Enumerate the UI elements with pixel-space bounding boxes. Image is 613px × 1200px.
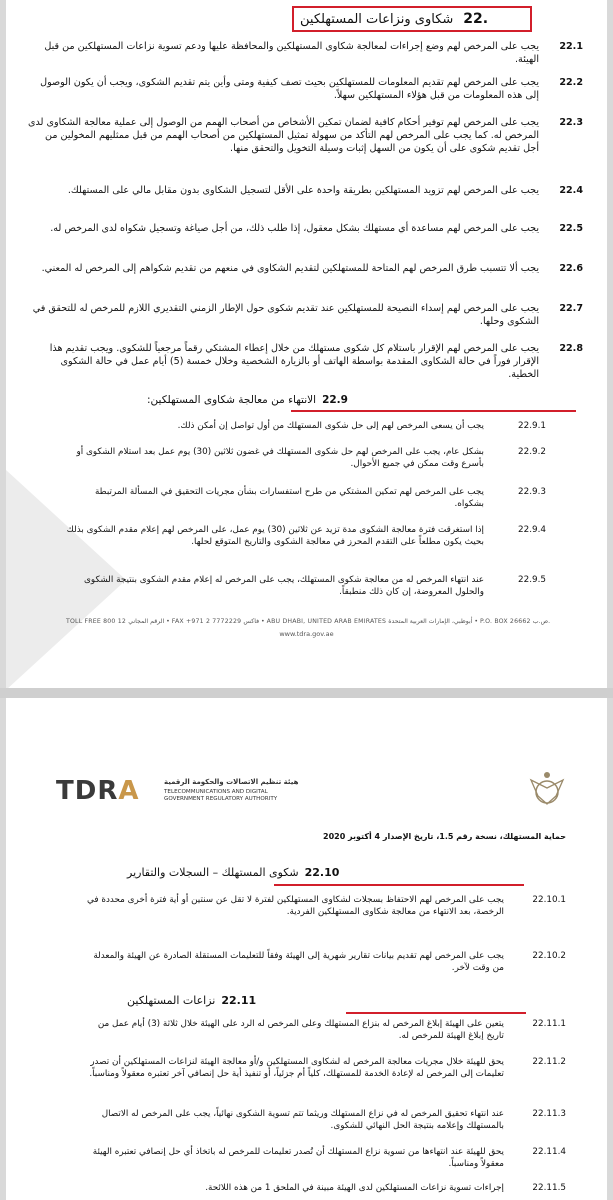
section-number: 22. bbox=[463, 11, 489, 27]
section-underline bbox=[274, 884, 524, 886]
sub-item: 22.9.4 إذا استغرقت فترة معالجة الشكوى مدة تزيد عن ثلاثين (30) يوم عمل، على المرخص لهم إعلام مقدم الشكوى بذلك بحيث يكون مطلعاً على التقدم المحرز في معالجة الشكوى والتاريخ المتوقع لحلها. bbox=[66, 525, 546, 547]
sub-item: 22.11.3 عند انتهاء تحقيق المرخص له في نزاع المستهلك وريثما تتم تسوية الشكوى نهائياً، يجب على المرخص له الاتصال بالمستهلك وإعلامه بنتيجة الحل النهائي للشكوى. bbox=[101, 1109, 566, 1131]
section-22-title-box bbox=[292, 6, 532, 32]
section-22-10-heading: 22.10 شكوى المستهلك – السجلات والتقارير bbox=[127, 866, 340, 879]
sub-item: 22.10.2 يجب على المرخص لهم تقديم بيانات تقارير شهرية إلى الهيئة وفقاً للتعليمات المستقلة الصادرة عن الهيئة والمعدلة من وقت لآخر. bbox=[93, 951, 566, 973]
section-underline bbox=[346, 1012, 526, 1014]
subsection-22-9-heading: 22.9 الانتهاء من معالجة شكاوى المستهلكين: bbox=[147, 394, 348, 406]
sub-item: 22.10.1 يجب على المرخص لهم الاحتفاظ بسجلات لشكاوى المستهلكين لفترة لا تقل عن سنتين أو أية فترة أخرى محددة في الرخصة، بعد الانتهاء من معالجة شكاوى المستهلكين الفردية. bbox=[87, 895, 566, 917]
logo-arabic-name: هيئة تنظيم الاتصالات والحكومة الرقمية bbox=[164, 778, 299, 786]
tdra-logo: TDRA bbox=[56, 776, 140, 806]
document-version-line: حماية المستهلك، نسخة رقم 1.5، تاريخ الإصدار 4 أكتوبر 2020 bbox=[323, 832, 566, 841]
document-page-2 bbox=[6, 698, 607, 1200]
subsection-underline bbox=[291, 410, 576, 412]
paragraph: 22.2 يجب على المرخص لهم تقديم المعلومات للمستهلكين بحيث تصف كيفية ومتى وأين يتم تقديم الشكوى، ويجب أن يكون الوصول إلى هذه المعلومات من قبل هؤلاء المستهلكين سهلاً. bbox=[40, 77, 583, 101]
sub-item: 22.11.4 يحق للهيئة عند انتهاءها من تسوية نزاع المستهلك أن تُصدر تعليمات للمرخص له باتخاذ أي حل إنصافي تعتبره الهيئة معقولاً ومناسباً. bbox=[92, 1147, 566, 1169]
sub-item: 22.9.3 يجب على المرخص لهم تمكين المشتكي من طرح استفسارات بشأن مجريات التحقيق في المسألة المرتبطة بشكواه. bbox=[94, 487, 546, 509]
footer-contact: TOLL FREE 800 12 الرقم المجاني • FAX +971 2 7772229 فاكس • ABU DHABI, UNITED ARAB EMIRATES أبوظبي، الإمارات العربية المتحدة • P.O. BOX 26662 ص.ب. bbox=[66, 618, 551, 625]
sub-item: 22.11.1 يتعين على الهيئة إبلاغ المرخص له بنزاع المستهلك وعلى المرخص له الرد على الهيئة خلال ثلاثة (3) أيام عمل من تاريخ إبلاغ الهيئة للمرخص له. bbox=[97, 1019, 566, 1041]
sub-item: 22.11.2 يحق للهيئة خلال مجريات معالجة المرخص له لشكاوى المستهلكين و/أو معالجة الهيئة لنزاعات المستهلكين أن تصدر تعليمات إلى المرخص له لإعادة الخدمة للمستهلك، كلياً أم جزئياً، أو تنفيذ أية حل إنصافي آخر تعتبره معقولاً ومناسباً. bbox=[89, 1057, 566, 1079]
section-22-11-heading: 22.11 نزاعات المستهلكين bbox=[127, 994, 257, 1007]
paragraph: 22.6 يجب ألا تتسبب طرق المرخص لهم المتاحة للمستهلكين لتقديم الشكاوى في منعهم من تقديم شكواهم إلى المرخص له المعني. bbox=[41, 263, 583, 274]
footer-website: www.tdra.gov.ae bbox=[279, 630, 334, 638]
paragraph: 22.7 يجب على المرخص لهم إسداء النصيحة للمستهلكين عند تقديم شكوى حول الإطار الزمني التقديري اللازم للمرخص له للتحقق في الشكوى وحلها. bbox=[32, 303, 583, 327]
sub-item: 22.11.5 إجراءات تسوية نزاعات المستهلكين لدى الهيئة مبينة في الملحق 1 من هذه اللائحة. bbox=[205, 1183, 566, 1193]
sub-item: 22.9.2 بشكل عام، يجب على المرخص لهم حل شكوى المستهلك في غضون ثلاثين (30) يوم عمل بعد استلام الشكوى أو بأسرع وقت ممكن في جميع الأحوال. bbox=[76, 447, 546, 469]
page-gap bbox=[0, 688, 613, 698]
sub-item: 22.9.5 عند انتهاء المرخص له من معالجة شكوى المستهلك، يجب على المرخص له إعلام مقدم الشكوى بنتيجة الشكوى والحلول المعروضة، إن كان ذلك منطبقاً. bbox=[84, 575, 546, 597]
section-title: شكاوى ونزاعات المستهلكين bbox=[300, 11, 454, 27]
uae-emblem-icon bbox=[526, 768, 568, 810]
logo-english-name: TELECOMMUNICATIONS AND DIGITAL GOVERNMENT REGULATORY AUTHORITY bbox=[164, 789, 278, 802]
paragraph: 22.1 يجب على المرخص لهم وضع إجراءات لمعالجة شكاوى المستهلكين والمحافظة عليها ودعم تسوية نزاعات المستهلكين من قبل الهيئة. bbox=[44, 41, 583, 65]
sub-item: 22.9.1 يجب أن يسعى المرخص لهم إلى حل شكوى المستهلك من أول تواصل إن أمكن ذلك. bbox=[177, 421, 546, 431]
paragraph: 22.5 يجب على المرخص لهم مساعدة أي مستهلك بشكل معقول، إذا طلب ذلك، من أجل صياغة وتسجيل شكواه لدى المرخص له. bbox=[50, 223, 583, 234]
paragraph: 22.4 يجب على المرخص لهم تزويد المستهلكين بطريقة واحدة على الأقل لتسجيل الشكاوى بدون مقابل مالي على المستهلك. bbox=[67, 185, 583, 196]
paragraph: 22.3 يجب على المرخص لهم توفير أحكام كافية لضمان تمكين الأشخاص من أصحاب الهمم من الوصول إلى عملية معالجة الشكاوى لدى المرخص له. كما يجب على المرخص لهم التأكد من سهولة تمثيل المستهلكين من أصحاب الهمم من قبل ممثليهم المخولين من أجل تقديم شكوى على أن يكون من السهل إثبات وسيلة التخويل والتحقق منها. bbox=[28, 117, 583, 154]
document-page-1 bbox=[6, 0, 607, 688]
paragraph: 22.8 يجب على المرخص لهم الإقرار باستلام كل شكوى مستهلك من خلال إعطاء المشتكي رقماً مرجعياً للشكوى. ويجب تقديم هذا الإقرار فوراً في حالة الشكاوى المقدمة بواسطة الهاتف أو بالزيارة الشخصية وخلال خمسة (5) أيام عمل في حالة الشكوى الخطية. bbox=[49, 343, 583, 380]
